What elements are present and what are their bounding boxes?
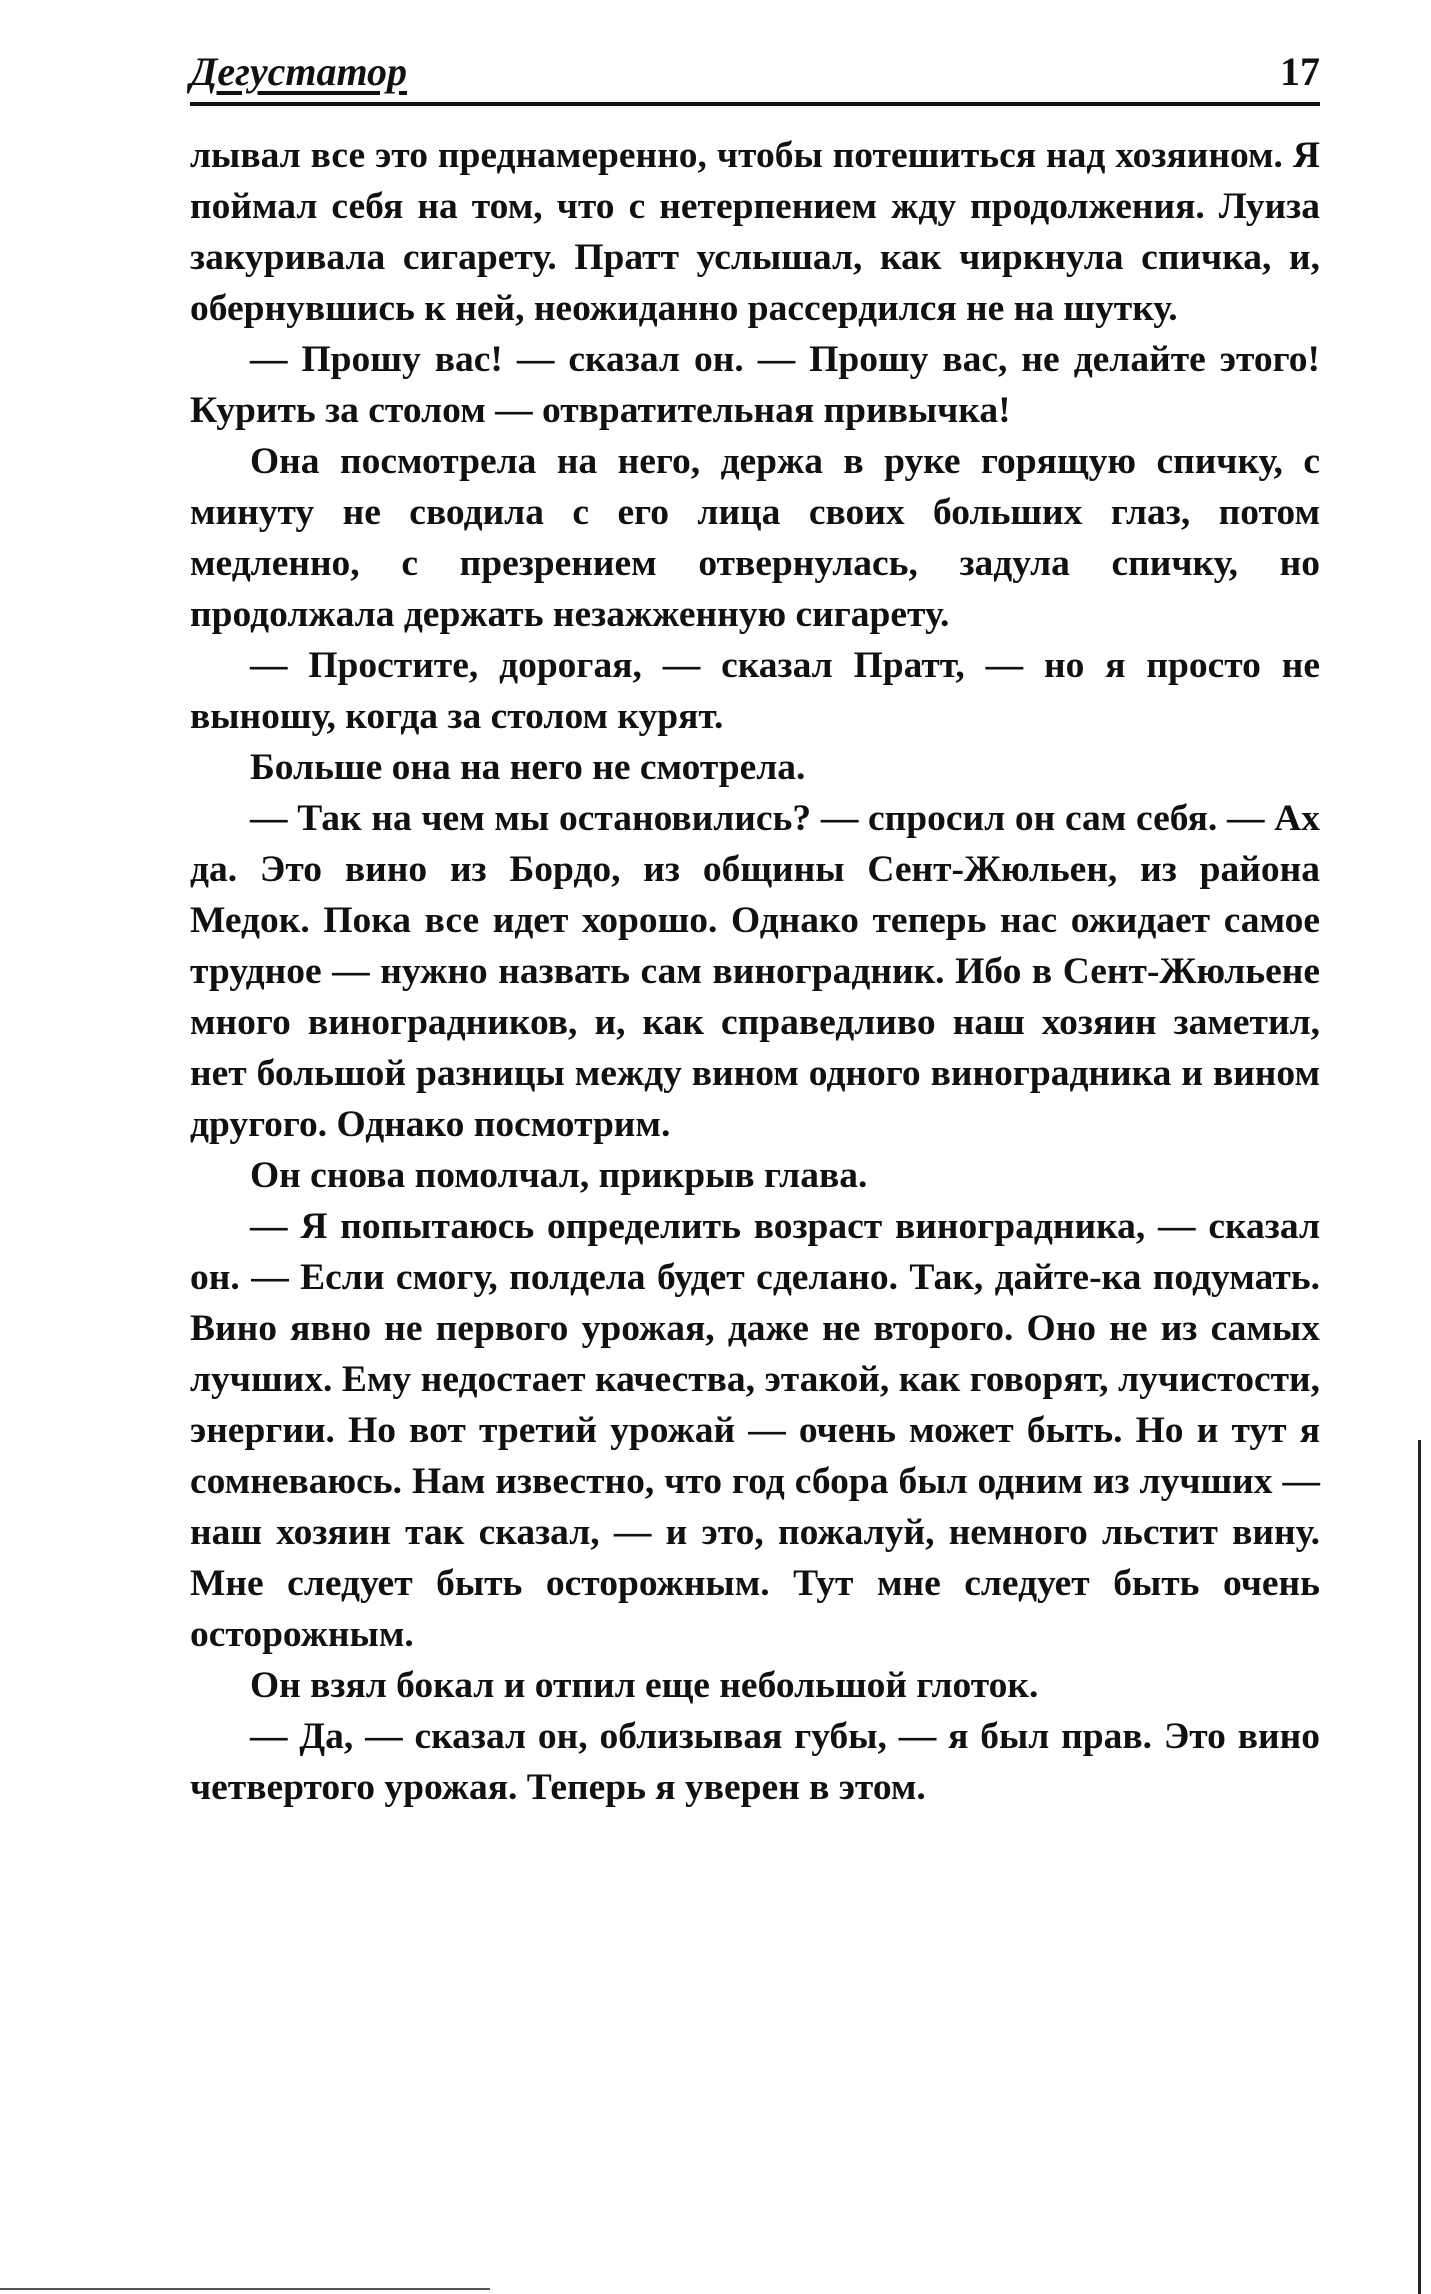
body-text [190,130,1320,1813]
paragraph-continued: лывал все это преднамеренно, чтобы потешиться над хозяином. Я поймал себя на том, что с нетерпением жду продолжения. Луиза закуривала сигарету. Пратт услышал, как чиркнула спичка, и, обернувшись к ней, неожиданно рассердился не на шутку. [190,135,1320,329]
paragraph: Он взял бокал и отпил еще небольшой глоток. [250,1665,1039,1706]
paragraph: — Так на чем мы остановились? — спросил он сам себя. — Ах да. Это вино из Бордо, из общины Сент-Жюльен, из района Медок. Пока все идет хорошо. Однако теперь нас ожидает самое трудное — нужно назвать сам виноградник. Ибо в Сент-Жюльене много виноградников, и, как справедливо наш хозяин заметил, нет большой разницы между вином одного виноградника и вином другого. Однако посмотрим. [190,798,1320,1145]
paragraph: — Прошу вас! — сказал он. — Прошу вас, не делайте этого! Курить за столом — отвратительная привычка! [190,339,1320,431]
page-number: 17 [1280,49,1320,94]
paragraph: Она посмотрела на него, держа в руке горящую спичку, с минуту не сводила с его лица своих больших глаз, потом медленно, с презрением отвернулась, задула спичку, но продолжала держать незажженную сигарету. [190,441,1320,635]
running-head [190,42,1320,102]
paragraph: Больше она на него не смотрела. [250,747,806,788]
running-title: Дегустатор [190,49,408,94]
paragraph: Он снова помолчал, прикрыв глава. [250,1155,868,1196]
scan-edge-bottom [0,2288,490,2290]
header-rule [190,102,1320,106]
paragraph: — Простите, дорогая, — сказал Пратт, — но я просто не выношу, когда за столом курят. [190,645,1320,737]
paragraph: — Я попытаюсь определить возраст виноградника, — сказал он. — Если смогу, полдела будет сделано. Так, дайте-ка подумать. Вино явно не первого урожая, даже не второго. Оно не из самых лучших. Ему недостает качества, этакой, как говорят, лучистости, энергии. Но вот третий урожай — очень может быть. Но и тут я сомневаюсь. Нам известно, что год сбора был одним из лучших — наш хозяин так сказал, — и это, пожалуй, немного льстит вину. Мне следует быть осторожным. Тут мне следует быть очень осторожным. [190,1206,1320,1655]
paragraph: — Да, — сказал он, облизывая губы, — я был прав. Это вино четвертого урожая. Теперь я уверен в этом. [190,1716,1320,1808]
scan-edge-right [1418,1440,1421,2294]
